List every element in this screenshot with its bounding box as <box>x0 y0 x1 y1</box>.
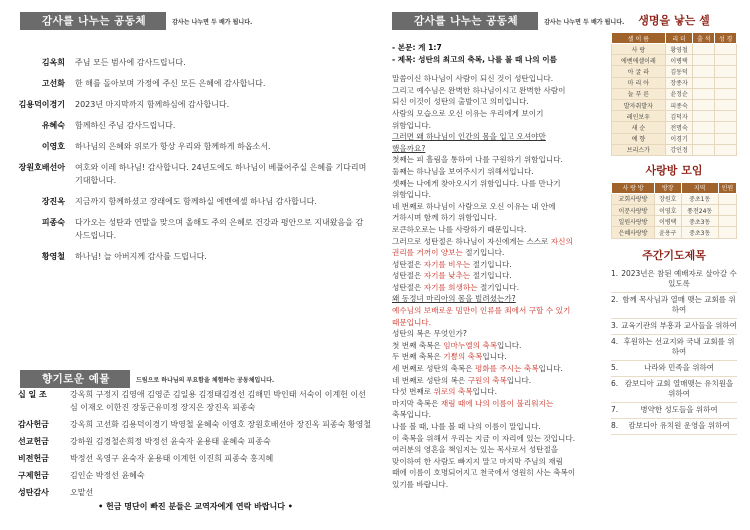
room-name: 교회사랑방 <box>612 193 655 204</box>
room-table-header: 사 랑 방 <box>612 182 655 193</box>
sermon-header-subtitle: 감사는 나누면 두 배가 됩니다. <box>544 18 625 26</box>
offering-category: 비전헌금 <box>18 454 49 463</box>
thanks-header-subtitle: 감사는 나누면 두 배가 됩니다. <box>172 18 253 26</box>
cell-leader: 전명숙 <box>665 122 693 133</box>
cell-attendance <box>693 99 715 110</box>
thanks-header <box>20 12 252 30</box>
room-count <box>718 193 736 204</box>
prayer-number: 5. <box>611 362 619 372</box>
thanks-row <box>18 250 368 263</box>
prayer-text: 나라와 민족을 위하여 <box>644 362 714 372</box>
cell-bible <box>715 99 737 110</box>
thanks-giver-name: 이영호 <box>41 142 65 151</box>
thanks-row <box>18 140 368 153</box>
sermon-line: 위함입니다. <box>392 190 432 200</box>
sermon-header <box>392 12 624 30</box>
sermon-line: 두 번째 축복은 기쁨의 축복입니다. <box>392 352 507 362</box>
thanks-message: 한 해를 돌아보며 가정에 주신 모든 은혜에 감사합니다. <box>75 79 266 88</box>
sermon-line: 성탄절은 자기를 희생하는 절기입니다. <box>392 282 520 292</box>
sermon-line: 네 번째로 성탄의 복은 구원의 축복입니다. <box>392 375 532 385</box>
cell-name: 아 굴 라 <box>612 66 666 77</box>
sermon-header-title: 감사를 나누는 공동체 <box>392 12 538 30</box>
thanks-giver-name: 황영철 <box>41 252 65 261</box>
thanks-message: 여호와 이레 하나님! 감사합니다. 24년도에도 하나님이 베풀어주실 은혜를 기다리며 기대합니다. <box>75 163 367 185</box>
offering-notice: • 헌금 명단이 빠진 분들은 교역자에게 연락 바랍니다 • <box>98 502 293 511</box>
offering-row <box>18 486 373 499</box>
offering-names: 오맡선 <box>70 488 94 497</box>
room-count <box>718 216 736 227</box>
offering-names: 김인순 박정선 윤혜숙 <box>70 471 145 480</box>
sermon-line: 둘째는 하나님을 보여주시기 위해서입니다. <box>392 166 534 176</box>
prayer-item <box>611 319 737 335</box>
cell-table-row <box>612 111 737 122</box>
offering-row <box>18 452 373 465</box>
cell-name: 새 순 <box>612 122 666 133</box>
sermon-passage: - 본문: 게 1:7 <box>392 43 442 52</box>
sermon-line: 왜 동정녀 마리아의 몸을 빌려셨는가? <box>392 294 516 304</box>
room-area: 중초3동 <box>681 227 718 238</box>
sermon-line: 성탄절은 자기를 낮추는 절기입니다. <box>392 271 512 281</box>
offering-row <box>18 418 373 431</box>
sermon-line: 때문입니다. <box>392 317 432 327</box>
cell-section-title: 생명을 낳는 셀 <box>638 14 710 27</box>
prayer-section-title: 주간기도제목 <box>642 248 706 262</box>
cell-leader: 황영철 <box>665 44 693 55</box>
cell-leader: 강인정 <box>665 144 693 155</box>
room-head: 이병택 <box>655 216 681 227</box>
offering-header-title: 향기로운 예물 <box>20 370 130 388</box>
prayer-text: 교육기관의 부흥과 교사들을 위하여 <box>621 320 737 330</box>
sermon-line: 세 번째로 성탄의 축복은 평화를 주시는 축복입니다. <box>392 364 563 374</box>
room-table-row <box>612 227 737 238</box>
cell-leader: 김덕자 <box>665 111 693 122</box>
prayer-item <box>611 267 737 293</box>
cell-table-row <box>612 144 737 155</box>
cell-table-header: 성 경 <box>715 33 737 44</box>
cell-table-header: 리 더 <box>665 33 693 44</box>
prayer-item <box>611 335 737 361</box>
sermon-title: - 제목: 성탄의 최고의 축복, 나를 볼 때 나의 이름 <box>392 54 557 64</box>
room-count <box>718 227 736 238</box>
cell-table-row <box>612 122 737 133</box>
room-table-header: 방장 <box>655 182 681 193</box>
sermon-line: 권리를 거꺼이 양보는 절기입니다. <box>392 248 505 258</box>
cell-attendance <box>693 77 715 88</box>
room-table-row <box>612 216 737 227</box>
room-table-row <box>612 193 737 204</box>
cell-attendance <box>693 133 715 144</box>
prayer-number: 7. <box>611 404 619 414</box>
room-name: 은혜사랑방 <box>612 227 655 238</box>
cell-table-header: 셀 이 름 <box>612 33 666 44</box>
room-area: 중초3동 <box>681 216 718 227</box>
sermon-line: 다섯 번째로 위로의 축복입니다. <box>392 387 498 397</box>
thanks-message: 지금까지 함께하셨고 장래에도 함께하실 에벤에셀 하나님 감사합니다. <box>75 197 317 206</box>
cell-name: 예 향 <box>612 133 666 144</box>
cell-bible <box>715 122 737 133</box>
sermon-line: 때에 이름이 호명되어지고 천국에서 영원히 사는 축복이 <box>392 468 576 478</box>
thanks-row <box>18 161 368 187</box>
prayer-number: 6. <box>611 378 619 388</box>
sermon-line: 그리고 예수님은 완벽한 하나님이시고 완벽한 사람이 <box>392 85 566 95</box>
sermon-line: 첫째는 피 흘림을 통하여 나를 구원하기 위함입니다. <box>392 155 563 165</box>
cell-leader: 이경기 <box>665 133 693 144</box>
prayer-item <box>611 419 737 435</box>
thanks-giver-name: 김용덕이경기 <box>18 100 65 109</box>
prayer-text: 함께 목사님과 열매 맺는 교회를 위하여 <box>622 294 736 314</box>
cell-attendance <box>693 55 715 66</box>
prayer-text: 캄보디아 유치원 운영을 위하여 <box>628 420 730 430</box>
cell-attendance <box>693 111 715 122</box>
thanks-message: 2023년 마지막까지 함께하심에 감사합니다. <box>75 100 230 109</box>
sermon-line: 맞이하여 한 사람도 빠지지 말고 마지막 주님의 재림 <box>392 456 563 466</box>
cell-bible <box>715 44 737 55</box>
cell-table-row <box>612 55 737 66</box>
offering-header <box>20 370 274 388</box>
thanks-row <box>18 56 368 69</box>
thanks-giver-name: 장원호배선아 <box>18 163 65 172</box>
room-table <box>611 182 737 239</box>
cell-table-row <box>612 133 737 144</box>
sermon-line: 거하시며 함께 하기 위함입니다. <box>392 213 498 223</box>
room-table-row <box>612 205 737 216</box>
cell-table-row <box>612 88 737 99</box>
thanks-giver-name: 고선화 <box>41 79 65 88</box>
prayer-item <box>611 293 737 319</box>
sermon-line: 이 축복을 위해서 우리는 지금 이 자리에 있는 것입니다. <box>392 433 576 443</box>
sermon-line: 있기를 바랍니다. <box>392 479 449 489</box>
cell-bible <box>715 144 737 155</box>
prayer-number: 1. <box>611 268 619 278</box>
room-name: 일원사랑방 <box>612 216 655 227</box>
room-section-title: 사랑방 모임 <box>645 163 703 177</box>
sermon-line: 여러분의 영혼을 책임지는 있는 목사로서 성탄절을 <box>392 445 559 455</box>
offering-category: 십 일 조 <box>18 390 47 399</box>
cell-bible <box>715 88 737 99</box>
cell-table-row <box>612 99 737 110</box>
sermon-line: 되신 이것이 성탄의 출발이고 의미입니다. <box>392 97 529 107</box>
room-area: 중초1동 <box>681 193 718 204</box>
cell-name: 늘 푸 른 <box>612 88 666 99</box>
thanks-row <box>18 119 368 132</box>
prayer-number: 2. <box>611 294 619 304</box>
thanks-giver-name: 장진옥 <box>41 197 65 206</box>
cell-bible <box>715 66 737 77</box>
cell-name: 발자취발자 <box>612 99 666 110</box>
sermon-line: 말씀이신 하나님이 사람이 되신 것이 성탄입니다. <box>392 74 554 84</box>
thanks-giver-name: 김옥희 <box>41 58 65 67</box>
thanks-message: 주님 모든 범사에 감사드립니다. <box>75 58 186 67</box>
sermon-line: 셋째는 나에게 찾아오시기 위함입니다. 나를 만나기 <box>392 178 561 188</box>
sermon-line: 축복입니다. <box>392 410 432 420</box>
offering-category: 감사헌금 <box>18 420 49 429</box>
thanks-giver-name: 피종숙 <box>41 218 65 227</box>
thanks-message: 함께하신 주님 감사드립니다. <box>75 121 176 130</box>
offering-list <box>18 388 373 512</box>
thanks-message: 하나님의 은혜와 위로가 항상 우리와 함께하게 하옵소서. <box>75 142 271 151</box>
room-area: 풍전24동 <box>681 205 718 216</box>
sermon-line: 위함입니다. <box>392 120 432 130</box>
cell-name: 레인보우 <box>612 111 666 122</box>
cell-attendance <box>693 88 715 99</box>
cell-name: 사 랑 <box>612 44 666 55</box>
sermon-line: 그러면 왜 하나님이 인간의 몸을 입고 오셔야만 <box>392 132 546 142</box>
cell-leader: 피종숙 <box>665 99 693 110</box>
offering-header-subtitle: 드림으로 하나님의 부요함을 체험하는 공동체입니다. <box>136 376 275 384</box>
room-table-header: 지역 <box>681 182 718 193</box>
room-table-header: 인원 <box>718 182 736 193</box>
right-column <box>611 12 737 435</box>
thanks-message: 하나님! 늘 아버지께 감사를 드립니다. <box>75 252 207 261</box>
cell-bible <box>715 133 737 144</box>
cell-table-row <box>612 44 737 55</box>
offering-names: 강옥희 고선화 김용덕이경기 박영철 윤혜숙 이영호 장원호배선아 장진옥 피종숙 황영철 <box>70 420 372 429</box>
room-head: 장원호 <box>655 193 681 204</box>
prayer-list <box>611 267 737 435</box>
sermon-line: 했을까요? <box>392 143 426 153</box>
room-count <box>718 205 736 216</box>
prayer-item <box>611 361 737 377</box>
prayer-number: 4. <box>611 336 619 346</box>
prayer-number: 8. <box>611 420 619 430</box>
cell-attendance <box>693 122 715 133</box>
thanks-row <box>18 195 368 208</box>
offering-row <box>18 469 373 482</box>
room-name: 이문사랑방 <box>612 205 655 216</box>
sermon-line: 로큰하오로는 나를 사랑하기 때문입니다. <box>392 224 527 234</box>
offering-row <box>18 388 373 414</box>
cell-name: 마 리 아 <box>612 77 666 88</box>
cell-leader: 김동덕 <box>665 66 693 77</box>
offering-category: 선교헌금 <box>18 437 49 446</box>
offering-row <box>18 435 373 448</box>
cell-table <box>611 32 737 156</box>
thanks-header-title: 감사를 나누는 공동체 <box>20 12 166 30</box>
sermon-line: 나를 볼 때, 나를 볼 때 나의 이름이 말입니다. <box>392 422 541 431</box>
prayer-text: 2023년은 참된 예배자로 살아갈 수 있도록 <box>621 268 737 288</box>
prayer-number: 3. <box>611 320 619 330</box>
room-head: 이영호 <box>655 205 681 216</box>
sermon-line: 성탄의 복은 무엇인가? <box>392 329 467 339</box>
sermon-line: 네 번째로 하나님이 사람으로 오신 이유는 내 안에 <box>392 201 556 211</box>
room-head: 윤용구 <box>655 227 681 238</box>
offering-names: 강옥희 구정지 김영애 김영준 김일용 김정태김경선 김해민 박인태 서숙이 이계헌 이선심 이재오 이한진 장동근유미정 장지은 장진옥 피종숙 <box>70 390 366 412</box>
prayer-item <box>611 377 737 403</box>
offering-names: 강하원 김경철손희정 박정선 윤숙자 윤용태 윤혜숙 피종숙 <box>70 437 271 446</box>
sermon-line: 사람의 모습으로 오신 이유는 우리에게 보이기 <box>392 108 544 118</box>
cell-table-header: 출 석 <box>693 33 715 44</box>
cell-attendance <box>693 144 715 155</box>
cell-attendance <box>693 44 715 55</box>
offering-names: 박정선 옥영구 윤숙자 윤용태 이계헌 이진희 피종숙 홍지혜 <box>70 454 274 463</box>
cell-name: 브리스가 <box>612 144 666 155</box>
cell-leader: 윤정순 <box>665 88 693 99</box>
cell-bible <box>715 111 737 122</box>
offering-category: 구제헌금 <box>18 471 49 480</box>
cell-leader: 이병택 <box>665 55 693 66</box>
cell-table-row <box>612 66 737 77</box>
cell-attendance <box>693 66 715 77</box>
cell-name: 에벤에셀이레 <box>612 55 666 66</box>
sermon-body <box>392 42 600 491</box>
offering-category: 성탄감사 <box>18 488 49 497</box>
cell-bible <box>715 55 737 66</box>
thanks-giver-name: 유혜숙 <box>41 121 65 130</box>
thanks-list <box>18 56 368 263</box>
cell-bible <box>715 77 737 88</box>
sermon-line: 성탄절은 자기를 비우는 절기입니다. <box>392 259 512 269</box>
prayer-text: 캄보디아 교회 열매맺는 유치원을 위하여 <box>624 378 734 398</box>
thanks-row <box>18 216 368 242</box>
sermon-line: 예수님의 보배로운 밈만이 인류를 죄에서 구할 수 있기 <box>392 306 571 316</box>
thanks-row <box>18 98 368 111</box>
prayer-item <box>611 403 737 419</box>
sermon-line: 첫 번째 축복은 임마누엘의 축복입니다. <box>392 340 522 350</box>
thanks-message: 다가오는 성탄과 연말을 맞으며 올해도 주의 은혜로 건강과 평안으로 지내왔음을 감사드립니다. <box>75 218 364 240</box>
thanks-row <box>18 77 368 90</box>
cell-leader: 장종자 <box>665 77 693 88</box>
sermon-line: 그러므로 성탄절은 하나님이 자신에게는 스스로 자신의 <box>392 236 573 246</box>
prayer-text: 병약한 성도들을 위하여 <box>640 404 718 414</box>
sermon-line: 마지막 축복은 재림 때에 나의 이름이 불리워지는 <box>392 398 554 408</box>
cell-table-row <box>612 77 737 88</box>
prayer-text: 후원하는 선교지와 국내 교회를 위하여 <box>623 336 735 356</box>
